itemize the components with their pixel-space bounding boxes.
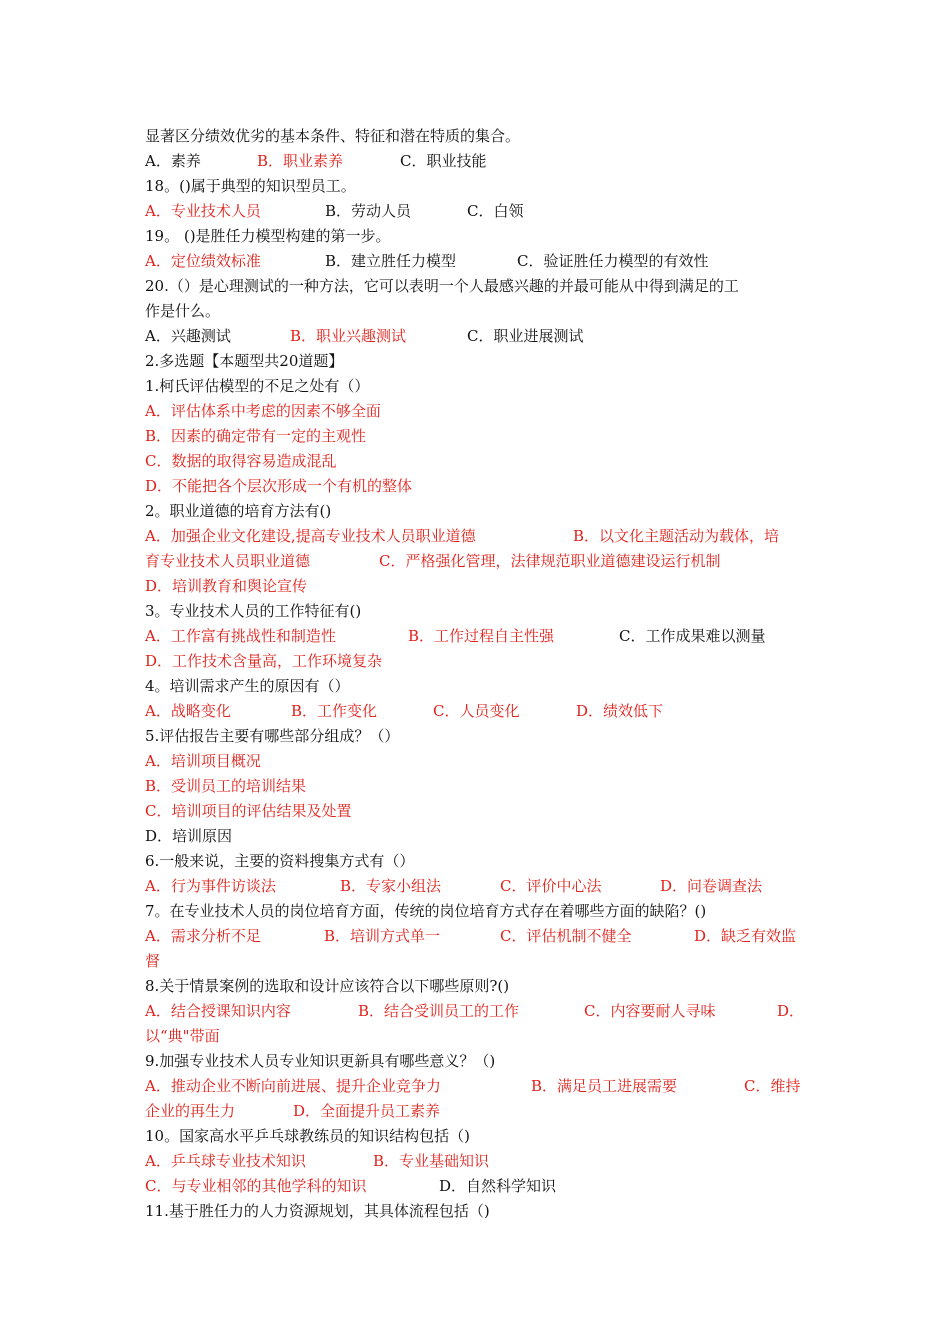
answer-option-highlighted: A．需求分析不足 [145, 927, 261, 945]
text-segment: 1.柯氏评估模型的不足之处有（） [145, 377, 370, 395]
text-line [145, 1049, 810, 1074]
text-segment: 8.关于情景案例的选取和设计应该符合以下哪些原则?() [145, 977, 510, 995]
text-line [145, 224, 810, 249]
text-line [145, 974, 810, 999]
text-line [145, 899, 810, 924]
text-segment: 3。专业技术人员的工作特征有() [145, 602, 362, 620]
text-segment: B．建立胜任力模型 [325, 252, 457, 270]
text-line [145, 624, 810, 649]
text-segment: 7。在专业技术人员的岗位培育方面，传统的岗位培育方式存在着哪些方面的缺陷？() [145, 902, 707, 920]
text-line [145, 874, 810, 899]
answer-option-highlighted: A．结合授课知识内容 [145, 1002, 291, 1020]
text-line [145, 1174, 810, 1199]
text-line [145, 774, 810, 799]
answer-option-highlighted: C．数据的取得容易造成混乱 [145, 452, 337, 470]
answer-option-highlighted: A．专业技术人员 [145, 202, 261, 220]
text-line [145, 699, 810, 724]
answer-option-highlighted: A．加强企业文化建设,提高专业技术人员职业道德 [145, 527, 476, 545]
text-line [145, 599, 810, 624]
text-line [145, 174, 810, 199]
text-line [145, 924, 810, 949]
answer-option-highlighted: C．人员变化 [433, 702, 520, 720]
answer-option-highlighted: B．职业兴趣测试 [290, 327, 407, 345]
text-line [145, 849, 810, 874]
text-segment: C．职业进展测试 [467, 327, 584, 345]
text-segment: C．验证胜任力模型的有效性 [517, 252, 709, 270]
text-line [145, 249, 810, 274]
answer-option-highlighted: B．满足员工进展需要 [531, 1077, 678, 1095]
answer-option-highlighted: A．工作富有挑战性和制造性 [145, 627, 336, 645]
answer-option-highlighted: 以“典"带面 [145, 1027, 220, 1045]
answer-option-highlighted: A．战略变化 [145, 702, 231, 720]
text-line [145, 349, 810, 374]
text-segment: 显著区分绩效优劣的基本条件、特征和潜在特质的集合。 [145, 127, 521, 145]
text-line [145, 149, 810, 174]
text-line [145, 1099, 810, 1124]
text-segment: 5.评估报告主要有哪些部分组成？（） [145, 727, 400, 745]
answer-option-highlighted: A．乒乓球专业技术知识 [145, 1152, 306, 1170]
text-line [145, 1149, 810, 1174]
text-line [145, 574, 810, 599]
answer-option-highlighted: C．与专业相邻的其他学科的知识 [145, 1177, 367, 1195]
answer-option-highlighted: A．推动企业不断向前进展、提升企业竞争力 [145, 1077, 441, 1095]
answer-option-highlighted: B．结合受训员工的工作 [358, 1002, 520, 1020]
text-line [145, 549, 810, 574]
text-segment: A．素养 [145, 152, 201, 170]
text-line [145, 124, 810, 149]
answer-option-highlighted: B．培训方式单一 [324, 927, 441, 945]
document-page [145, 124, 810, 1224]
text-segment: 2.多选题【本题型共20道题】 [145, 352, 344, 370]
answer-option-highlighted: C．评估机制不健全 [500, 927, 632, 945]
answer-option-highlighted: D．工作技术含量高，工作环境复杂 [145, 652, 383, 670]
text-segment: C．工作成果难以测量 [619, 627, 766, 645]
text-line [145, 724, 810, 749]
answer-option-highlighted: D．培训教育和舆论宣传 [145, 577, 308, 595]
text-segment: 19。 ()是胜任力模型构建的第一步。 [145, 227, 391, 245]
text-line [145, 499, 810, 524]
text-line [145, 1199, 810, 1224]
text-line [145, 999, 810, 1024]
text-line [145, 799, 810, 824]
answer-option-highlighted: D．不能把各个层次形成一个有机的整体 [145, 477, 413, 495]
text-line [145, 374, 810, 399]
answer-option-highlighted: B．职业素养 [257, 152, 344, 170]
answer-option-highlighted: 育专业技术人员职业道德 [145, 552, 311, 570]
answer-option-highlighted: D．绩效低下 [576, 702, 664, 720]
text-line [145, 524, 810, 549]
text-line [145, 674, 810, 699]
text-line [145, 949, 810, 974]
answer-option-highlighted: C．内容要耐人寻味 [584, 1002, 716, 1020]
text-line [145, 474, 810, 499]
text-segment: D．培训原因 [145, 827, 233, 845]
text-segment: 2。职业道德的培育方法有() [145, 502, 332, 520]
answer-option-highlighted: A．评估体系中考虑的因素不够全面 [145, 402, 381, 420]
answer-option-highlighted: D．缺乏有效监 [694, 927, 797, 945]
text-segment: A．兴趣测试 [145, 327, 231, 345]
answer-option-highlighted: C．评价中心法 [500, 877, 602, 895]
text-line [145, 749, 810, 774]
answer-option-highlighted: B．专业基础知识 [373, 1152, 490, 1170]
text-line [145, 1024, 810, 1049]
text-line [145, 399, 810, 424]
text-segment: 作是什么。 [145, 302, 221, 320]
answer-option-highlighted: 督 [145, 952, 161, 970]
text-segment: D．自然科学知识 [439, 1177, 557, 1195]
text-segment: B．劳动人员 [325, 202, 412, 220]
answer-option-highlighted: C．培训项目的评估结果及处置 [145, 802, 352, 820]
text-segment: 20.（）是心理测试的一种方法，它可以表明一个人最感兴趣的并最可能从中得到满足的工 [145, 277, 739, 295]
text-segment: 9.加强专业技术人员专业知识更新具有哪些意义？（) [145, 1052, 496, 1070]
answer-option-highlighted: D． [777, 1002, 805, 1020]
answer-option-highlighted: A．行为事件访谈法 [145, 877, 276, 895]
answer-option-highlighted: B．专家小组法 [340, 877, 442, 895]
answer-option-highlighted: 企业的再生力 [145, 1102, 236, 1120]
text-line [145, 274, 810, 299]
answer-option-highlighted: A．培训项目概况 [145, 752, 261, 770]
text-segment: C．职业技能 [400, 152, 487, 170]
text-line [145, 299, 810, 324]
answer-option-highlighted: B．受训员工的培训结果 [145, 777, 307, 795]
text-segment: 6.一般来说，主要的资料搜集方式有（） [145, 852, 415, 870]
answer-option-highlighted: B．因素的确定带有一定的主观性 [145, 427, 367, 445]
text-segment: 10。国家高水平乒乓球教练员的知识结构包括（) [145, 1127, 470, 1145]
text-segment: C．白领 [467, 202, 524, 220]
text-segment: 4。培训需求产生的原因有（） [145, 677, 350, 695]
text-line [145, 1124, 810, 1149]
answer-option-highlighted: B．工作过程自主性强 [408, 627, 555, 645]
text-segment: 18。()属于典型的知识型员工。 [145, 177, 356, 195]
answer-option-highlighted: D．问卷调查法 [660, 877, 763, 895]
answer-option-highlighted: B．工作变化 [291, 702, 378, 720]
text-line [145, 324, 810, 349]
text-line [145, 824, 810, 849]
answer-option-highlighted: D．全面提升员工素养 [293, 1102, 441, 1120]
text-line [145, 649, 810, 674]
answer-option-highlighted: B．以文化主题活动为载体，培 [573, 527, 780, 545]
answer-option-highlighted: C．严格强化管理，法律规范职业道德建设运行机制 [379, 552, 721, 570]
text-line [145, 449, 810, 474]
text-segment: 11.基于胜任力的人力资源规划，其具体流程包括（) [145, 1202, 490, 1220]
answer-option-highlighted: A．定位绩效标准 [145, 252, 261, 270]
answer-option-highlighted: C．维持 [744, 1077, 801, 1095]
text-line [145, 199, 810, 224]
text-line [145, 424, 810, 449]
text-line [145, 1074, 810, 1099]
